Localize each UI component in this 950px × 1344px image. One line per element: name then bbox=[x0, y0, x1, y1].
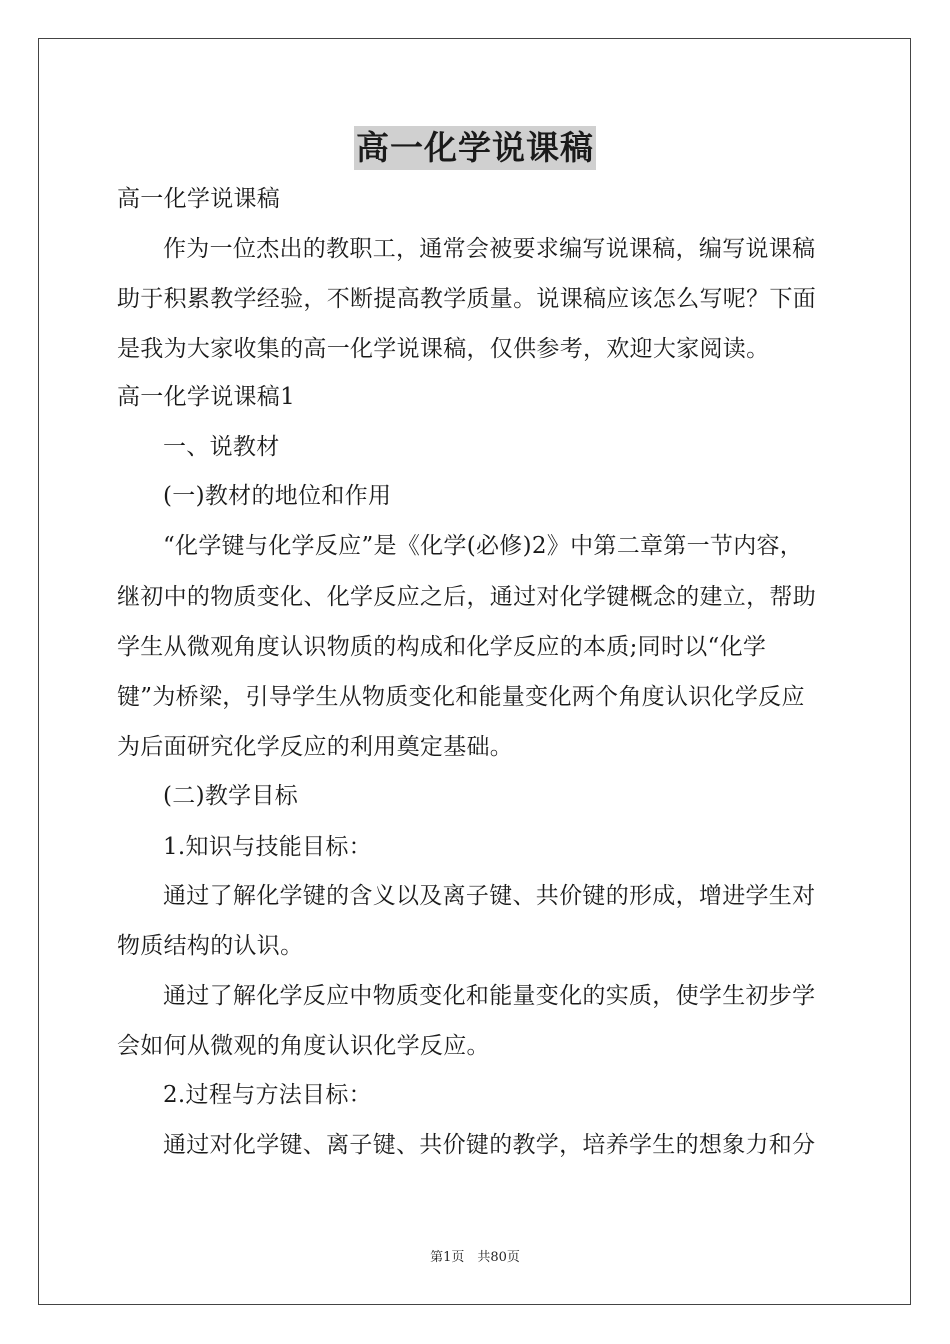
page-footer: 第1页 共80页 bbox=[430, 1250, 520, 1265]
paragraph-line: 键”为桥梁，引导学生从物质变化和能量变化两个角度认识化学反应 bbox=[117, 684, 805, 710]
paragraph-line: 学生从微观角度认识物质的构成和化学反应的本质;同时以“化学 bbox=[117, 634, 767, 660]
paragraph-line: 作为一位杰出的教职工，通常会被要求编写说课稿，编写说课稿 bbox=[163, 236, 816, 262]
section-heading: 2.过程与方法目标： bbox=[163, 1082, 372, 1108]
paragraph-line: 助于积累教学经验，不断提高教学质量。说课稿应该怎么写呢？下面 bbox=[117, 286, 816, 312]
section-heading: 1.知识与技能目标： bbox=[163, 834, 372, 860]
document-title: 高一化学说课稿 bbox=[354, 126, 596, 170]
paragraph-line: 继初中的物质变化、化学反应之后，通过对化学键概念的建立，帮助 bbox=[117, 584, 816, 610]
page-border bbox=[38, 38, 911, 1305]
section-heading: (二)教学目标 bbox=[163, 783, 299, 809]
paragraph-line: 通过对化学键、离子键、共价键的教学，培养学生的想象力和分 bbox=[163, 1132, 816, 1158]
paragraph-line: “化学键与化学反应”是《化学(必修)2》中第二章第一节内容， bbox=[163, 533, 804, 559]
paragraph-line: 为后面研究化学反应的利用奠定基础。 bbox=[117, 734, 514, 760]
paragraph-line: 物质结构的认识。 bbox=[117, 933, 304, 959]
section-heading: 高一化学说课稿1 bbox=[117, 384, 296, 410]
paragraph-line: 是我为大家收集的高一化学说课稿，仅供参考，欢迎大家阅读。 bbox=[117, 336, 770, 362]
section-heading: 一、说教材 bbox=[163, 434, 280, 460]
section-heading: (一)教材的地位和作用 bbox=[163, 483, 392, 509]
paragraph-line: 通过了解化学键的含义以及离子键、共价键的形成，增进学生对 bbox=[163, 883, 816, 909]
title-container bbox=[0, 126, 950, 170]
paragraph-line: 会如何从微观的角度认识化学反应。 bbox=[117, 1033, 490, 1059]
paragraph-line: 通过了解化学反应中物质变化和能量变化的实质，使学生初步学 bbox=[163, 983, 816, 1009]
subtitle-line: 高一化学说课稿 bbox=[117, 186, 281, 212]
